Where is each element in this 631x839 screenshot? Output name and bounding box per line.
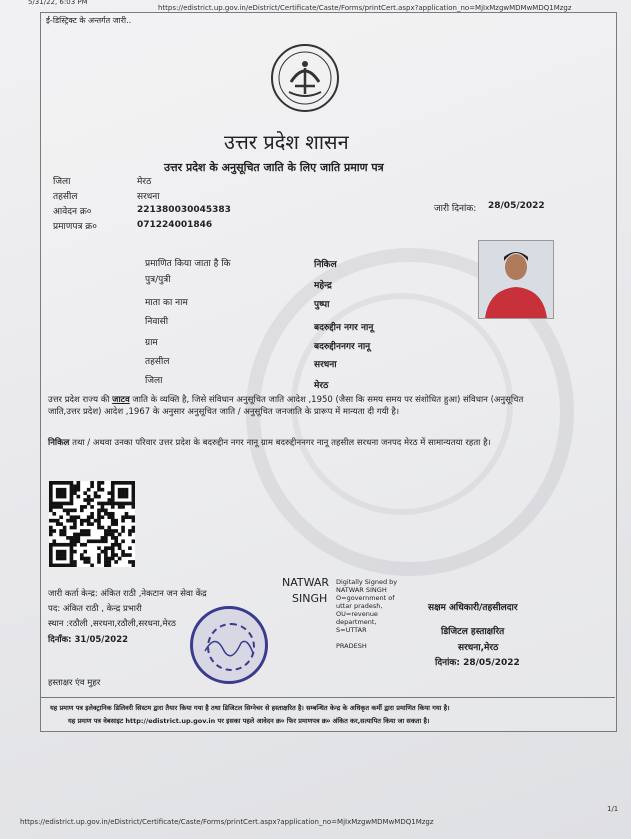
detail-label: प्रमाणित किया जाता है कि — [145, 259, 231, 269]
issuer-center: जारी कर्ता केन्द्र: अंकित राठी ,नेकटान जन सेवा केंद्र — [48, 589, 207, 599]
caste-paragraph: उत्तर प्रदेश राज्य की जाटव जाति के व्यक्ति है, जिसे संविधान अनुसूचित जाति आदेश ,1950 (जैसा कि समय समय पर संशोधित हुआ) संविधान (अनुसूचित जाति,उत्तर प्रदेश) आदेश ,1967 के अनुसार अनुसूचित जाति / अनुसूचित जनजाति के प्रारूप में मान्यता दी गयी है। — [48, 395, 524, 417]
note-line-2: यह प्रमाण पत्र वेबसाइट http://edistrict.up.gov.in पर इसका पहले आवेदन क्र० फिर प्रमाणपत्र क्र० अंकित कर,सत्यापित किया जा सकता है। — [68, 717, 430, 725]
residence-paragraph: निकिल तथा / अथवा उनका परिवार उत्तर प्रदेश के बदरुद्दीन नगर नानू ग्राम बदरुद्दीननगर नानू तहसील सरधना जनपद मेरठ में सामान्यतया रहता है। — [48, 438, 491, 448]
print-url-bottom: https://edistrict.up.gov.in/eDistrict/Certificate/Caste/Forms/printCert.aspx?application_no=MjIxMzgwMDMwMDQ1Mzgz — [20, 818, 434, 826]
detail-value-resident: बदरुद्दीन नगर नानू — [314, 323, 374, 333]
signature-label: हस्ताक्षर एंव मुहर — [48, 678, 101, 688]
district-value: मेरठ — [137, 177, 152, 187]
certificate-number: 071224001846 — [137, 220, 213, 230]
government-title: उत्तर प्रदेश शासन — [224, 130, 349, 154]
detail-label: निवासी — [145, 317, 169, 327]
detail-label: ग्राम — [145, 338, 158, 348]
applicant-photo — [478, 240, 554, 319]
issuer-place: स्थान :रठौली ,सरधना,रठौली,सरधना,मेरठ — [48, 619, 176, 629]
issuer-post: पद: अंकित राठी , केन्द्र प्रभारी — [48, 604, 142, 614]
print-timestamp: 5/31/22, 6:03 PM — [28, 0, 88, 6]
detail-label: तहसील — [145, 357, 170, 367]
district-label: जिला — [53, 177, 71, 187]
digital-sign-name-1: NATWAR — [282, 576, 330, 589]
tehsil-label: तहसील — [53, 192, 78, 202]
tehsil-value: सरधना — [137, 192, 160, 202]
edistrict-note: ई-डिस्ट्रिक्ट के अन्तर्गत जारी.. — [46, 16, 132, 25]
officer-place: सरधना,मेरठ — [458, 643, 499, 653]
print-url-top: https://edistrict.up.gov.in/eDistrict/Certificate/Caste/Forms/printCert.aspx?application_no=MjIxMzgwMDMwMDQ1Mzgz — [158, 4, 572, 12]
detail-value-mother: पुष्पा — [314, 300, 330, 310]
qr-code — [49, 481, 135, 567]
officer-date: दिनांक: 28/05/2022 — [435, 658, 520, 668]
officer-sign: डिजिटल हस्ताक्षरित — [441, 627, 505, 637]
digital-sign-name-2: SINGH — [292, 592, 328, 605]
official-stamp-icon — [190, 606, 268, 684]
qr-code-icon — [49, 481, 135, 567]
digital-sign-details: Digitally Signed by NATWAR SINGH O=government of uttar pradesh, OU=revenue department, S=UTTAR PRADESH — [336, 578, 398, 650]
application-number: 221380030045383 — [137, 205, 231, 215]
detail-value-tehsil: सरधना — [314, 360, 337, 370]
applicant-name: निकिल — [48, 438, 70, 448]
detail-label: जिला — [145, 376, 163, 386]
detail-value-village: बदरुद्दीननगर नानू — [314, 342, 371, 352]
detail-value-name: निकिल — [314, 260, 337, 270]
detail-value-father: महेन्द्र — [314, 281, 332, 291]
divider — [40, 697, 615, 698]
up-state-emblem-icon — [269, 42, 341, 114]
officer-title: सक्षम अधिकारी/तहसीलदार — [428, 603, 518, 613]
issue-date-label: जारी दिनांक: — [434, 204, 477, 214]
application-label: आवेदन क्र० — [53, 207, 92, 217]
certificate-number-label: प्रमाणपत्र क्र० — [53, 222, 97, 232]
person-photo-icon — [479, 241, 553, 318]
note-line-1: यह प्रमाण पत्र इलेक्ट्रानिक डिलिवरी सिस्टम द्वारा तैयार किया गया है तथा डिजिटल सिग्नेचर से हस्ताक्षरित है। सम्बन्धित केन्द्र के अधिकृत कर्मी द्वारा प्रमाणित किया गया है। — [50, 704, 450, 712]
issue-date-value: 28/05/2022 — [488, 201, 545, 211]
detail-label: पुत्र/पुत्री — [145, 275, 171, 285]
print-page-count: 1/1 — [607, 805, 619, 813]
signature-scribble-icon — [203, 631, 255, 661]
certificate-title: उत्तर प्रदेश के अनुसूचित जाति के लिए जाति प्रमाण पत्र — [164, 161, 384, 174]
issuer-date: दिनाँक: 31/05/2022 — [48, 635, 129, 645]
caste-name: जाटव — [112, 395, 130, 405]
detail-label: माता का नाम — [145, 298, 188, 308]
detail-value-district: मेरठ — [314, 381, 329, 391]
